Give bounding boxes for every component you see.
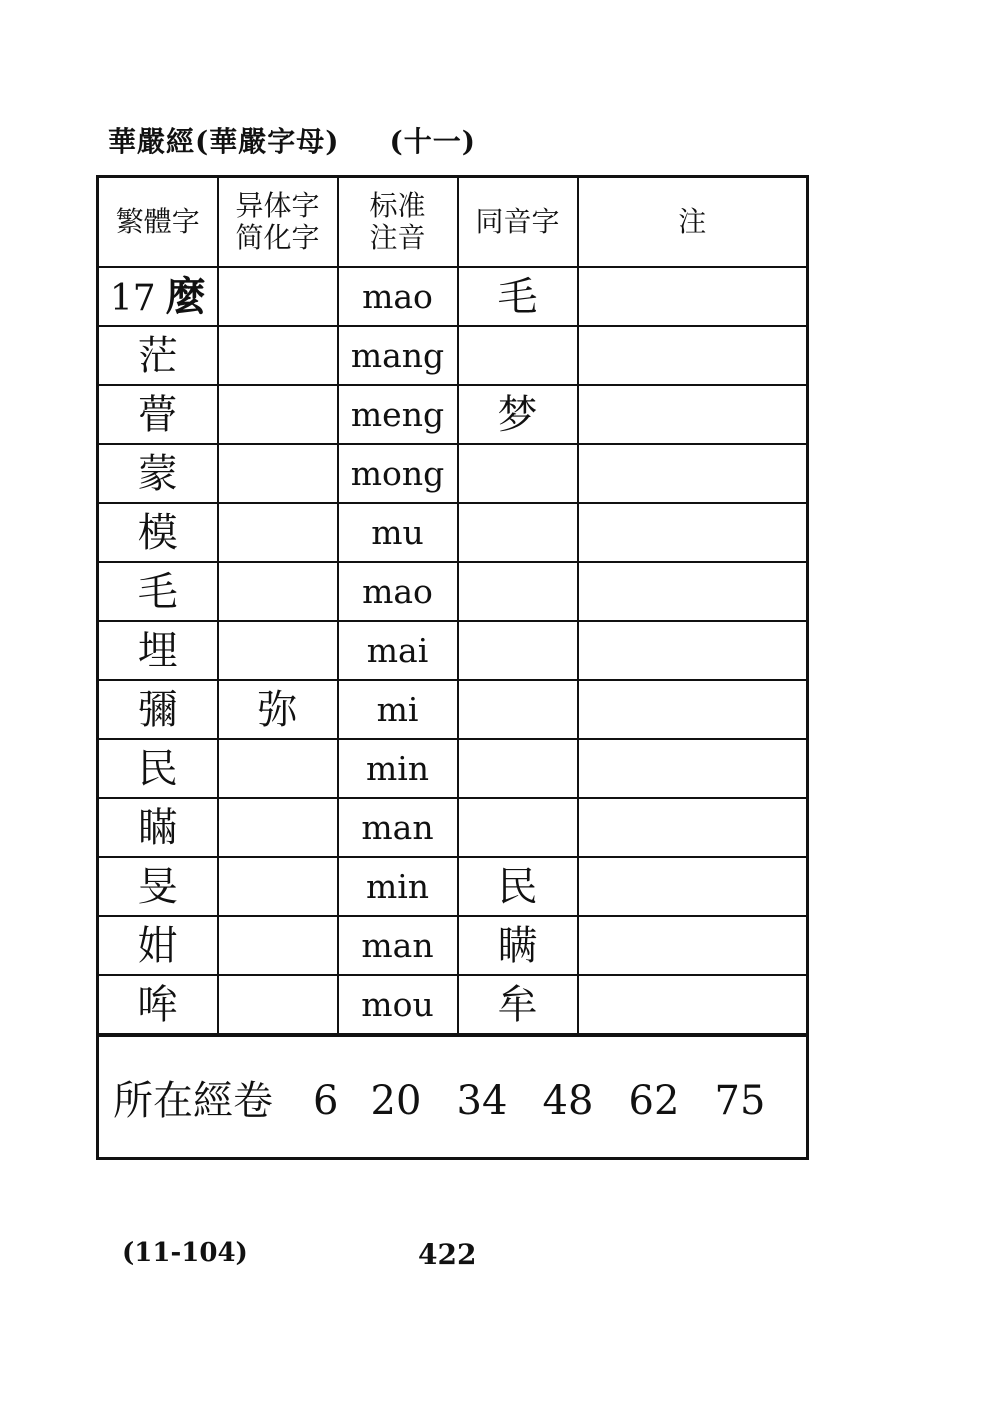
traditional-cell: [98, 267, 218, 326]
volume-number: 48: [542, 1077, 594, 1124]
note-cell: [578, 680, 808, 739]
traditional-char: 毛: [137, 568, 178, 615]
table-row: [98, 562, 808, 621]
table-row: [98, 385, 808, 444]
traditional-char: 瞞: [137, 804, 178, 851]
homophone-cell: [458, 798, 578, 857]
homophone-cell: 民: [458, 857, 578, 916]
variant-cell: [218, 385, 338, 444]
traditional-cell: [98, 385, 218, 444]
traditional-cell: [98, 680, 218, 739]
variant-cell: [218, 739, 338, 798]
volume-number: 34: [456, 1077, 508, 1124]
volume-number: 62: [628, 1077, 680, 1124]
volume-number: 6: [313, 1077, 339, 1124]
header-standard: [338, 177, 458, 268]
variant-cell: [218, 975, 338, 1034]
table-row: [98, 621, 808, 680]
note-cell: [578, 975, 808, 1034]
traditional-char: 瞢: [137, 391, 178, 438]
note-cell: [578, 562, 808, 621]
note-cell: [578, 739, 808, 798]
table-row: [98, 267, 808, 326]
page-title: [108, 120, 476, 160]
note-cell: [578, 621, 808, 680]
pinyin-cell: mong: [338, 444, 458, 503]
header-variant: [218, 177, 338, 268]
pinyin-cell: min: [338, 739, 458, 798]
note-cell: [578, 503, 808, 562]
variant-cell: 弥: [218, 680, 338, 739]
note-cell: [578, 857, 808, 916]
variant-cell: [218, 444, 338, 503]
table-row: [98, 503, 808, 562]
traditional-char: 茫: [137, 332, 178, 379]
group-number: 17: [109, 277, 156, 319]
header-standard-line2: 注音: [369, 221, 426, 254]
pinyin-cell: mao: [338, 267, 458, 326]
table-row: [98, 975, 808, 1034]
traditional-cell: [98, 916, 218, 975]
table-row: [98, 857, 808, 916]
header-note: 注: [578, 177, 808, 268]
traditional-cell: [98, 503, 218, 562]
homophone-cell: [458, 739, 578, 798]
note-cell: [578, 385, 808, 444]
homophone-cell: [458, 503, 578, 562]
pinyin-cell: min: [338, 857, 458, 916]
header-standard-line1: 标准: [369, 189, 426, 222]
variant-cell: [218, 798, 338, 857]
homophone-cell: 牟: [458, 975, 578, 1034]
variant-cell: [218, 562, 338, 621]
homophone-cell: 毛: [458, 267, 578, 326]
pinyin-cell: man: [338, 798, 458, 857]
homophone-cell: [458, 621, 578, 680]
pinyin-cell: mai: [338, 621, 458, 680]
title-subtitle: (十一): [389, 125, 476, 158]
variant-cell: [218, 916, 338, 975]
traditional-char: 麼: [165, 272, 206, 320]
traditional-char: 彌: [137, 686, 178, 733]
pinyin-cell: mang: [338, 326, 458, 385]
traditional-cell: [98, 857, 218, 916]
pinyin-cell: meng: [338, 385, 458, 444]
table-row: [98, 680, 808, 739]
table-row: [98, 739, 808, 798]
header-traditional: 繁體字: [98, 177, 218, 268]
title-text: 華嚴經(華嚴字母): [108, 125, 340, 158]
traditional-char: 旻: [137, 863, 178, 910]
table-body: [98, 267, 808, 1034]
volume-number: 20: [370, 1077, 422, 1124]
variant-cell: [218, 503, 338, 562]
note-cell: [578, 444, 808, 503]
traditional-cell: [98, 444, 218, 503]
homophone-cell: [458, 562, 578, 621]
variant-cell: [218, 857, 338, 916]
volume-number: 75: [714, 1077, 766, 1124]
pinyin-cell: mou: [338, 975, 458, 1034]
table-row: [98, 798, 808, 857]
traditional-cell: [98, 739, 218, 798]
variant-cell: [218, 267, 338, 326]
character-table: [96, 175, 809, 1160]
volume-footer: [98, 1036, 808, 1159]
footer-row: [98, 1036, 808, 1159]
pinyin-cell: mi: [338, 680, 458, 739]
traditional-cell: [98, 798, 218, 857]
table-row: [98, 444, 808, 503]
homophone-cell: [458, 680, 578, 739]
traditional-char: 姏: [137, 922, 178, 969]
traditional-cell: [98, 975, 218, 1034]
traditional-char: 蒙: [137, 450, 178, 497]
traditional-cell: [98, 326, 218, 385]
table-row: [98, 916, 808, 975]
note-cell: [578, 798, 808, 857]
header-variant-line2: 简化字: [235, 221, 320, 254]
note-cell: [578, 267, 808, 326]
traditional-char: 埋: [137, 627, 178, 674]
pinyin-cell: man: [338, 916, 458, 975]
pinyin-cell: mu: [338, 503, 458, 562]
note-cell: [578, 916, 808, 975]
traditional-char: 哞: [137, 981, 178, 1028]
header-homophone: 同音字: [458, 177, 578, 268]
note-cell: [578, 326, 808, 385]
homophone-cell: 瞒: [458, 916, 578, 975]
header-variant-line1: 异体字: [235, 189, 320, 222]
homophone-cell: [458, 444, 578, 503]
pinyin-cell: mao: [338, 562, 458, 621]
variant-cell: [218, 326, 338, 385]
page-number: 422: [418, 1238, 477, 1271]
traditional-char: 模: [137, 509, 178, 556]
homophone-cell: 梦: [458, 385, 578, 444]
traditional-char: 民: [137, 745, 178, 792]
homophone-cell: [458, 326, 578, 385]
variant-cell: [218, 621, 338, 680]
table-row: [98, 326, 808, 385]
footer-label: 所在經卷: [113, 1077, 273, 1124]
traditional-cell: [98, 621, 218, 680]
reference-code: (11-104): [122, 1238, 248, 1268]
traditional-cell: [98, 562, 218, 621]
header-row: [98, 177, 808, 268]
